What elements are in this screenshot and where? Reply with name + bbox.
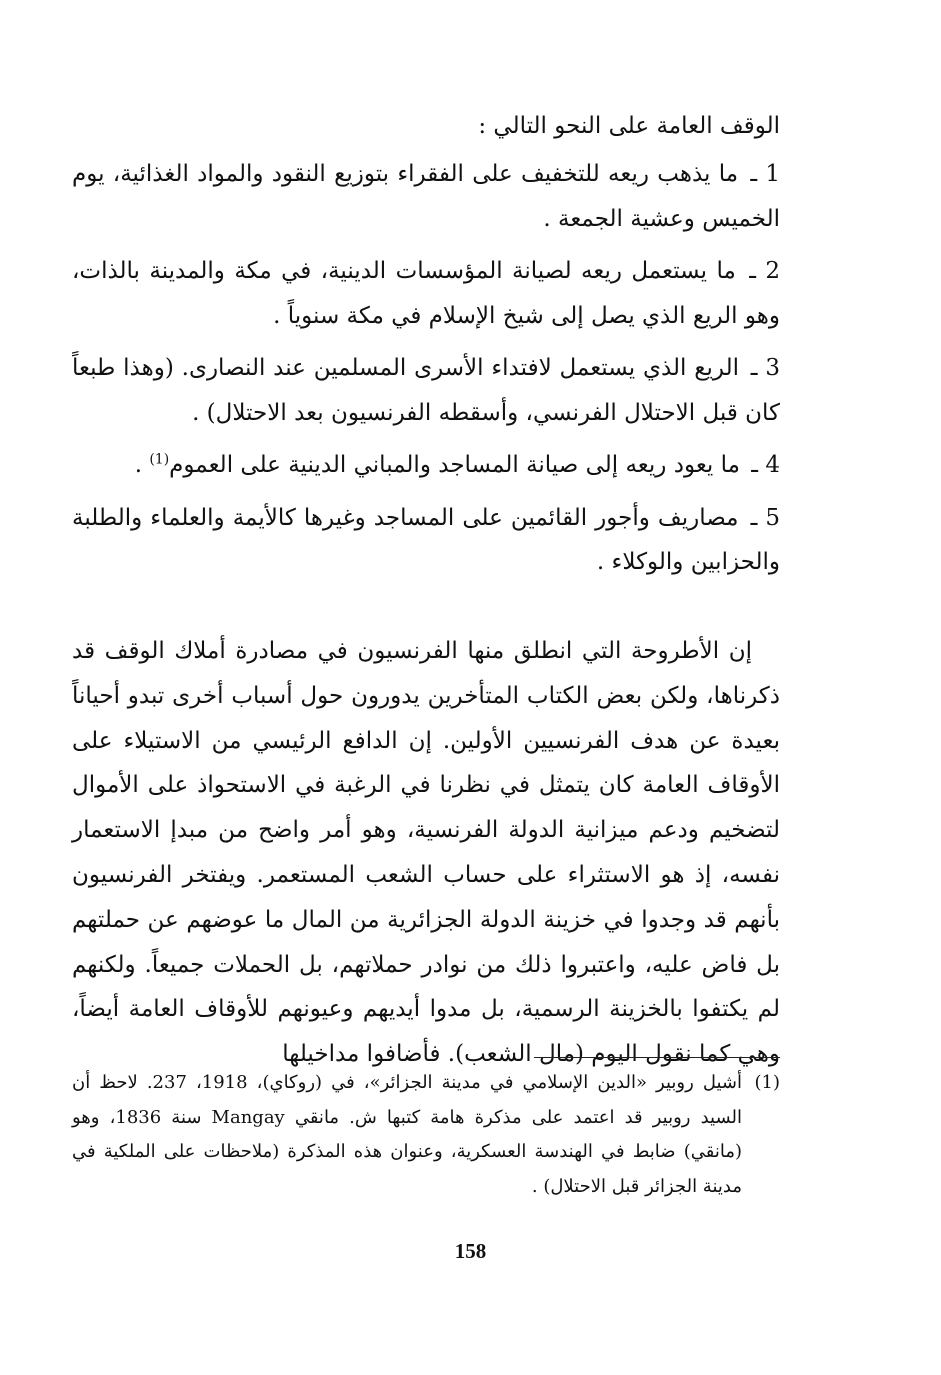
item-number: 4 ـ: [751, 452, 780, 478]
item-text: ما يذهب ريعه للتخفيف على الفقراء بتوزيع النقود والمواد الغذائية، يوم الخميس وعشية الجمعة .: [72, 161, 780, 232]
intro-line: الوقف العامة على النحو التالي :: [478, 113, 780, 139]
page-number: 158: [454, 1239, 487, 1263]
footnote-text: أشيل روبير «الدين الإسلامي في مدينة الجزائر»، في (روكاي)، 1918، 237. لاحظ أن السيد روبير قد اعتمد على مذكرة هامة كتبها ش. مانقي Mangay سنة 1836، وهو (مانقي) ضابط في الهندسة العسكرية، وعنوان هذه المذكرة (ملاحظات على الملكية في مدينة الجزائر قبل الاحتلال) .: [72, 1072, 743, 1197]
footnote-separator: [534, 1057, 780, 1058]
waqf-categories-list: [72, 152, 780, 593]
item-text-end: .: [134, 452, 150, 478]
item-number: 1 ـ: [750, 161, 780, 187]
item-text: ما يعود ريعه إلى صيانة المساجد والمباني الدينية على العموم: [169, 452, 740, 478]
item-number: 3 ـ: [750, 355, 780, 381]
footnote: [72, 1066, 780, 1204]
list-item: [72, 152, 780, 241]
list-item: [72, 249, 780, 338]
body-paragraph: إن الأطروحة التي انطلق منها الفرنسيون في مصادرة أملاك الوقف قد ذكرناها، ولكن بعض الكتاب المتأخرين يدورون حول أسباب أخرى تبدو أحياناً بعيدة عن هدف الفرنسيين الأولين. إن الدافع الرئيسي من الاستيلاء على الأوقاف العامة كان يتمثل في نظرنا في الرغبة في الاستحواذ على الأموال لتضخيم ودعم ميزانية الدولة الفرنسية، وهو أمر واضح من مبدإ الاستعمار نفسه، إذ هو الاستثراء على حساب الشعب المستعمر. ويفتخر الفرنسيون بأنهم قد وجدوا في خزينة الدولة الجزائرية من المال ما عوضهم عن حملتهم بل فاض عليه، واعتبروا ذلك من نوادر حملاتهم، بل الحملات جميعاً. ولكنهم لم يكتفوا بالخزينة الرسمية، بل مدوا أيديهم وعيونهم للأوقاف العامة أيضاً، وهي كما نقول اليوم (مال الشعب). فأضافوا مداخيلها: [72, 638, 780, 1068]
item-text: مصاريف وأجور القائمين على المساجد وغيرها كالأيمة والعلماء والطلبة والحزابين والوكلاء .: [72, 504, 780, 575]
list-item: [72, 346, 780, 435]
list-item: [72, 496, 780, 585]
footnote-reference[interactable]: (1): [149, 451, 170, 468]
item-text: ما يستعمل ريعه لصيانة المؤسسات الدينية، في مكة والمدينة بالذات، وهو الريع الذي يصل إلى شيخ الإسلام في مكة سنوياً .: [72, 258, 780, 329]
item-number: 5 ـ: [750, 504, 780, 531]
list-item: [72, 443, 780, 488]
item-number: 2 ـ: [749, 258, 781, 284]
footnote-number: (1): [754, 1072, 780, 1093]
item-text: الريع الذي يستعمل لافتداء الأسرى المسلمين عند النصارى. (وهذا طبعاً كان قبل الاحتلال الفرنسي، وأسقطه الفرنسيون بعد الاحتلال) .: [72, 355, 780, 426]
